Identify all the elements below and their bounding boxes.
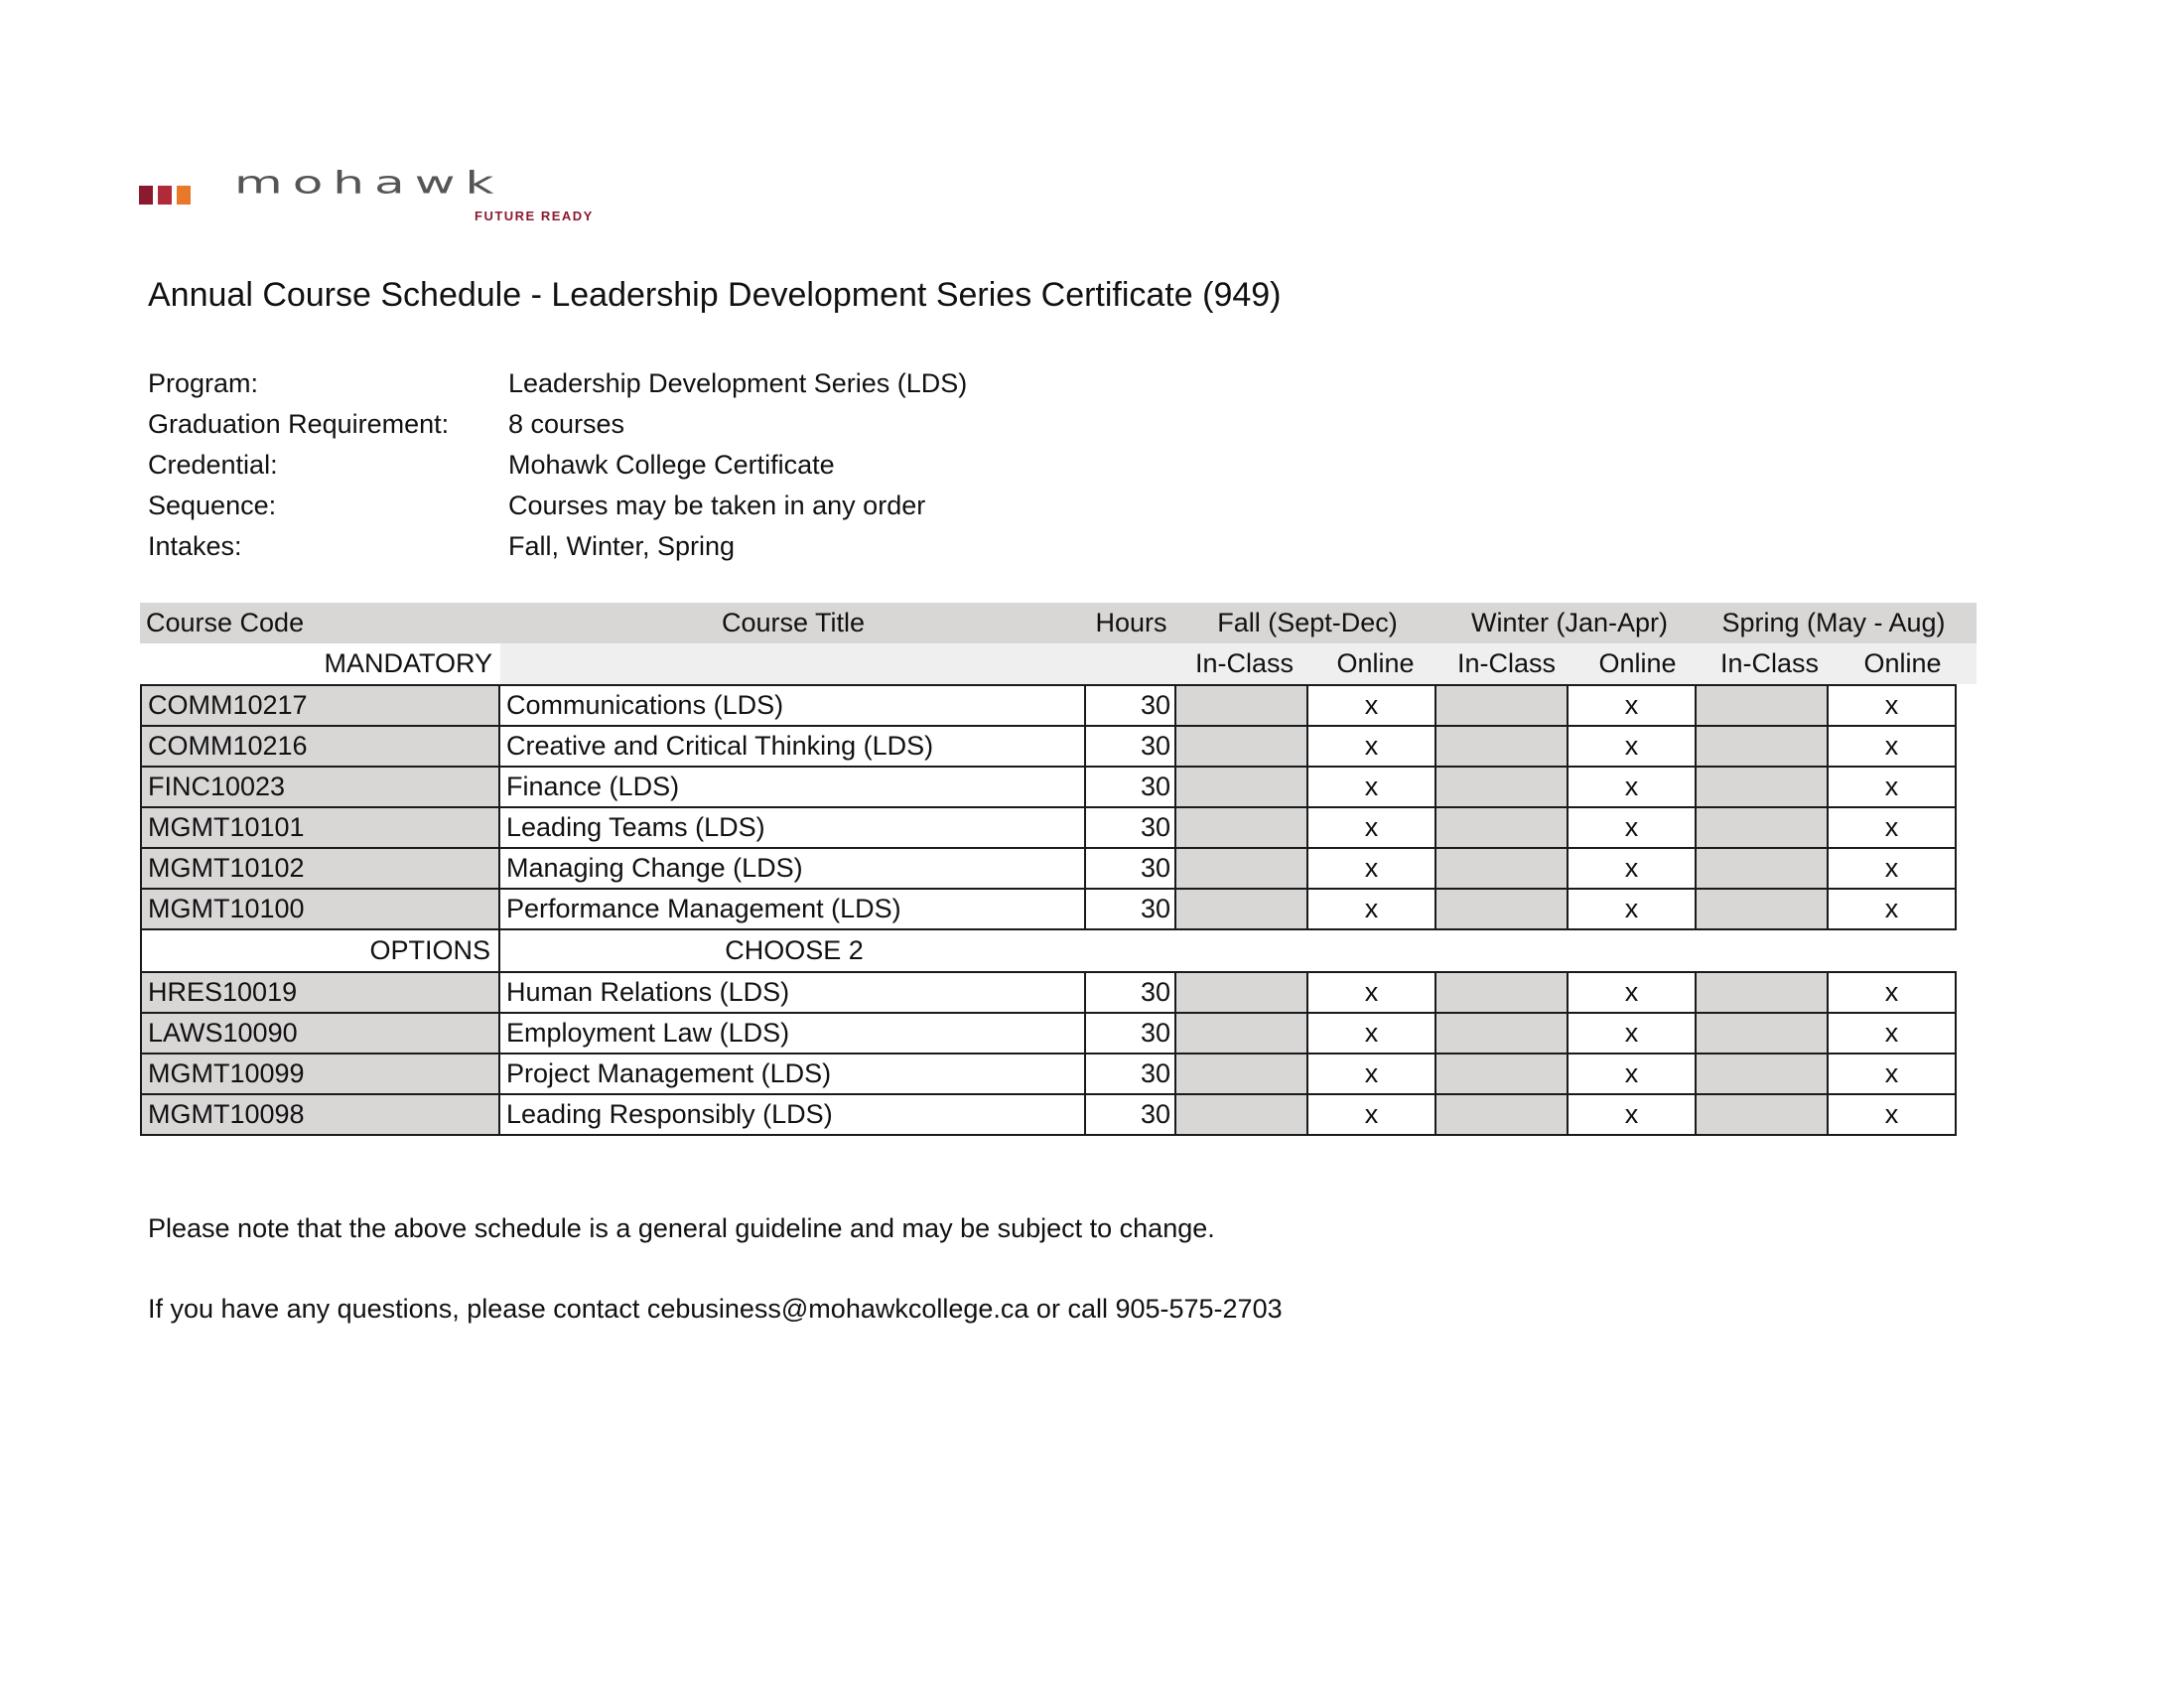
fall-online-cell: x [1306, 725, 1436, 768]
header-hours: Hours [1095, 608, 1167, 637]
header-course-title: Course Title [721, 608, 866, 637]
header-winter-online: Online [1598, 648, 1677, 678]
winter-in-class-cell [1434, 684, 1569, 727]
table-row [140, 727, 1977, 768]
spring-online-cell: x [1827, 1053, 1957, 1095]
header-course-code: Course Code [146, 608, 305, 637]
detail-label: Program: [148, 368, 259, 398]
fall-online-cell: x [1306, 766, 1436, 808]
hours-cell: 30 [1084, 725, 1176, 768]
fall-in-class-cell [1174, 1093, 1308, 1136]
fall-online-cell: x [1306, 1012, 1436, 1055]
course-title-cell: Project Management (LDS) [498, 1053, 1086, 1095]
header-winter: Winter (Jan-Apr) [1470, 608, 1669, 637]
winter-online-cell: x [1567, 766, 1697, 808]
table-header-row [140, 603, 1977, 643]
header-fall-in-class: In-Class [1194, 648, 1295, 678]
winter-in-class-cell [1434, 847, 1569, 890]
table-row [140, 768, 1977, 808]
header-spring-online: Online [1863, 648, 1942, 678]
course-title-cell: Leading Responsibly (LDS) [498, 1093, 1086, 1136]
course-code-cell: LAWS10090 [140, 1012, 500, 1055]
spring-in-class-cell [1695, 1093, 1829, 1136]
spring-in-class-cell [1695, 725, 1829, 768]
detail-graduation-requirement [148, 404, 967, 445]
course-code-cell: MGMT10099 [140, 1053, 500, 1095]
winter-online-cell: x [1567, 888, 1697, 930]
hours-cell: 30 [1084, 1012, 1176, 1055]
fall-in-class-cell [1174, 806, 1308, 849]
header-fall-online: Online [1336, 648, 1415, 678]
winter-online-cell: x [1567, 1093, 1697, 1136]
table-row [140, 1095, 1977, 1136]
winter-online-cell: x [1567, 847, 1697, 890]
spring-in-class-cell [1695, 971, 1829, 1014]
hours-cell: 30 [1084, 1053, 1176, 1095]
fall-in-class-cell [1174, 1012, 1308, 1055]
detail-value: 8 courses [508, 409, 625, 439]
header-spring-in-class: In-Class [1719, 648, 1820, 678]
fall-online-cell: x [1306, 1053, 1436, 1095]
winter-in-class-cell [1434, 971, 1569, 1014]
winter-online-cell: x [1567, 684, 1697, 727]
hours-cell: 30 [1084, 766, 1176, 808]
spring-online-cell: x [1827, 725, 1957, 768]
winter-online-cell: x [1567, 725, 1697, 768]
course-code-cell: COMM10217 [140, 684, 500, 727]
options-course-rows [140, 971, 1977, 1136]
fall-online-cell: x [1306, 1093, 1436, 1136]
course-code-cell: MGMT10098 [140, 1093, 500, 1136]
course-code-cell: FINC10023 [140, 766, 500, 808]
spring-online-cell: x [1827, 1093, 1957, 1136]
table-row [140, 973, 1977, 1014]
table-row [140, 849, 1977, 890]
course-code-cell: MGMT10102 [140, 847, 500, 890]
logo-bars-icon [139, 186, 191, 205]
spring-in-class-cell [1695, 1012, 1829, 1055]
spring-in-class-cell [1695, 684, 1829, 727]
spring-online-cell: x [1827, 847, 1957, 890]
course-title-cell: Managing Change (LDS) [498, 847, 1086, 890]
table-row [140, 808, 1977, 849]
hours-cell: 30 [1084, 1093, 1176, 1136]
course-title-cell: Creative and Critical Thinking (LDS) [498, 725, 1086, 768]
options-note: CHOOSE 2 [725, 935, 864, 965]
detail-sequence [148, 486, 967, 526]
course-code-cell: COMM10216 [140, 725, 500, 768]
fall-online-cell: x [1306, 847, 1436, 890]
table-row [140, 1055, 1977, 1095]
page-title: Annual Course Schedule - Leadership Development Series Certificate (949) [148, 276, 1282, 314]
winter-in-class-cell [1434, 766, 1569, 808]
mandatory-course-rows [140, 684, 1977, 930]
winter-online-cell: x [1567, 971, 1697, 1014]
winter-online-cell: x [1567, 1012, 1697, 1055]
mandatory-label: MANDATORY [140, 643, 500, 684]
fall-in-class-cell [1174, 888, 1308, 930]
logo-tagline: FUTURE READY [475, 209, 594, 223]
fall-in-class-cell [1174, 725, 1308, 768]
winter-in-class-cell [1434, 1093, 1569, 1136]
hours-cell: 30 [1084, 888, 1176, 930]
course-title-cell: Human Relations (LDS) [498, 971, 1086, 1014]
fall-online-cell: x [1306, 888, 1436, 930]
detail-label: Credential: [148, 450, 278, 480]
winter-in-class-cell [1434, 888, 1569, 930]
fall-in-class-cell [1174, 684, 1308, 727]
logo-wordmark: mohawk [234, 165, 504, 201]
spring-online-cell: x [1827, 888, 1957, 930]
hours-cell: 30 [1084, 847, 1176, 890]
spring-in-class-cell [1695, 806, 1829, 849]
winter-in-class-cell [1434, 725, 1569, 768]
winter-online-cell: x [1567, 1053, 1697, 1095]
detail-program [148, 363, 967, 404]
table-row [140, 686, 1977, 727]
table-subheader-row [140, 643, 1977, 684]
course-title-cell: Leading Teams (LDS) [498, 806, 1086, 849]
hours-cell: 30 [1084, 971, 1176, 1014]
hours-cell: 30 [1084, 684, 1176, 727]
fall-in-class-cell [1174, 971, 1308, 1014]
course-title-cell: Performance Management (LDS) [498, 888, 1086, 930]
header-spring: Spring (May - Aug) [1721, 608, 1946, 637]
course-title-cell: Finance (LDS) [498, 766, 1086, 808]
options-label: OPTIONS [140, 930, 500, 971]
disclaimer-note: Please note that the above schedule is a general guideline and may be subject to change. [148, 1213, 1215, 1243]
spring-online-cell: x [1827, 806, 1957, 849]
fall-online-cell: x [1306, 684, 1436, 727]
winter-in-class-cell [1434, 806, 1569, 849]
spring-in-class-cell [1695, 888, 1829, 930]
spring-in-class-cell [1695, 766, 1829, 808]
winter-in-class-cell [1434, 1053, 1569, 1095]
winter-online-cell: x [1567, 806, 1697, 849]
spring-online-cell: x [1827, 684, 1957, 727]
detail-value: Mohawk College Certificate [508, 450, 835, 480]
detail-label: Graduation Requirement: [148, 409, 450, 439]
options-section-row [140, 930, 1977, 971]
course-code-cell: HRES10019 [140, 971, 500, 1014]
hours-cell: 30 [1084, 806, 1176, 849]
detail-credential [148, 445, 967, 486]
header-winter-in-class: In-Class [1456, 648, 1557, 678]
course-code-cell: MGMT10100 [140, 888, 500, 930]
course-title-cell: Communications (LDS) [498, 684, 1086, 727]
spring-online-cell: x [1827, 1012, 1957, 1055]
course-schedule-table [140, 603, 1977, 1136]
fall-in-class-cell [1174, 847, 1308, 890]
spring-online-cell: x [1827, 766, 1957, 808]
header-fall: Fall (Sept-Dec) [1217, 608, 1398, 637]
detail-value: Courses may be taken in any order [508, 491, 926, 520]
table-row [140, 890, 1977, 930]
fall-online-cell: x [1306, 971, 1436, 1014]
detail-label: Sequence: [148, 491, 277, 520]
course-title-cell: Employment Law (LDS) [498, 1012, 1086, 1055]
detail-intakes [148, 526, 967, 567]
contact-note: If you have any questions, please contact cebusiness@mohawkcollege.ca or call 905-575-2703 [148, 1294, 1283, 1324]
program-details [148, 363, 967, 567]
mohawk-logo [139, 165, 665, 228]
table-row [140, 1014, 1977, 1055]
fall-in-class-cell [1174, 766, 1308, 808]
fall-online-cell: x [1306, 806, 1436, 849]
detail-value: Fall, Winter, Spring [508, 531, 736, 561]
spring-online-cell: x [1827, 971, 1957, 1014]
spring-in-class-cell [1695, 1053, 1829, 1095]
fall-in-class-cell [1174, 1053, 1308, 1095]
course-code-cell: MGMT10101 [140, 806, 500, 849]
winter-in-class-cell [1434, 1012, 1569, 1055]
detail-value: Leadership Development Series (LDS) [508, 368, 968, 398]
detail-label: Intakes: [148, 531, 242, 561]
spring-in-class-cell [1695, 847, 1829, 890]
